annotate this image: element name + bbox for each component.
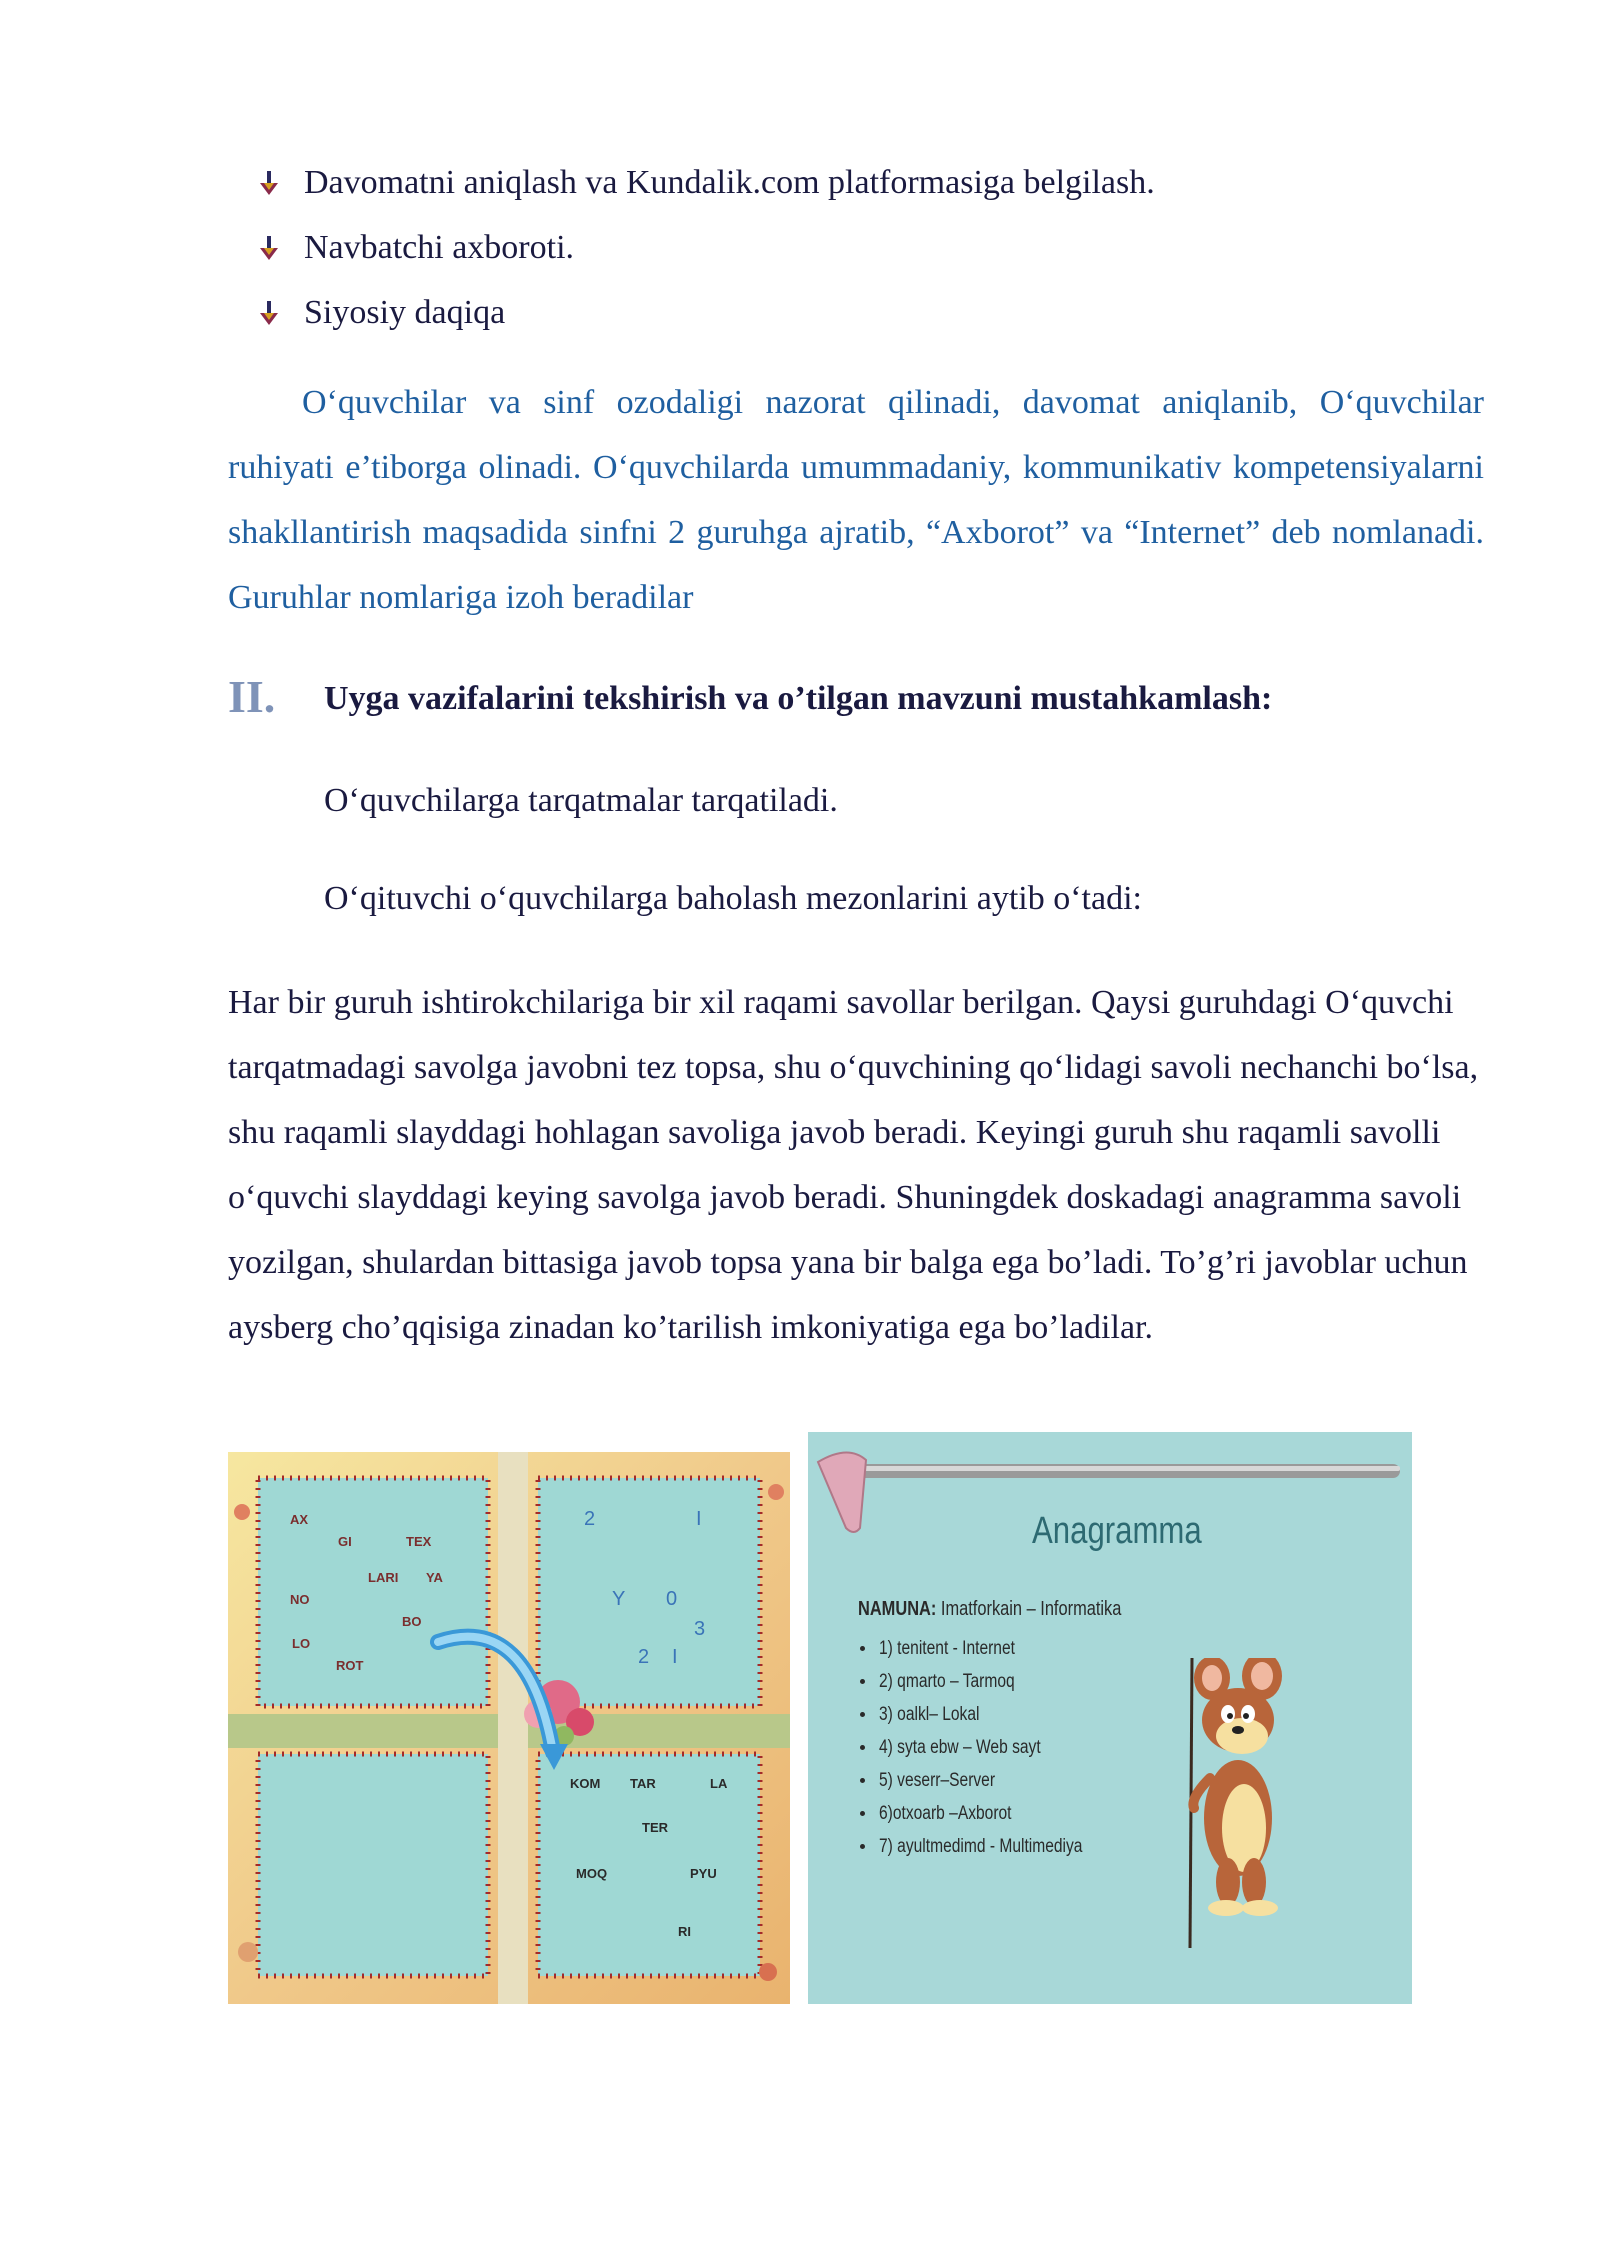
puzzle-board-illustration <box>228 1452 790 2004</box>
bullet-text: Navbatchi axboroti. <box>304 228 575 266</box>
puzzle-label: LARI <box>368 1570 399 1585</box>
puzzle-label: MOQ <box>576 1866 608 1881</box>
section-title: Uyga vazifalarini tekshirish va o’tilgan mavzuni mustahkamlash: <box>324 680 1273 717</box>
criteria-line: O‘qituvchi o‘quvchilarga baholash mezonlarini aytib o‘tadi: <box>324 880 1142 917</box>
sample-line <box>858 1598 1121 1621</box>
list-item <box>258 150 1155 215</box>
anagram-slide-image <box>808 1432 1412 2004</box>
puzzle-label: Y <box>612 1588 626 1610</box>
puzzle-label: KOM <box>570 1776 601 1791</box>
anagram-item: 2) qmarto – Tarmoq <box>879 1670 1015 1692</box>
anagram-item: 1) tenitent - Internet <box>879 1637 1015 1659</box>
puzzle-label: NO <box>290 1592 310 1607</box>
intro-paragraph: O‘quvchilar va sinf ozodaligi nazorat qilinadi, davomat aniqlanib, O‘quvchilar ruhiyati e’tiborga olinadi. O‘quvchilarda umummadaniy, kommunikativ kompetensiyalarni shakllantirish maqsadida sinfni 2 guruhga ajratib, “Axborot” va “Internet” deb nomlanadi. Guruhlar nomlariga izoh beradilar <box>228 384 1484 616</box>
list-item <box>258 280 1155 345</box>
puzzle-label: 0 <box>666 1588 678 1610</box>
list-item <box>860 1665 1127 1698</box>
anagram-item: 3) oalkl– Lokal <box>879 1703 980 1725</box>
puzzle-label: LO <box>292 1636 311 1651</box>
arrow-down-bullet-icon <box>258 235 280 261</box>
section-number: II. <box>228 671 276 722</box>
list-item <box>860 1830 1127 1863</box>
puzzle-label: 3 <box>694 1618 706 1640</box>
intro-bullet-list <box>258 150 1155 345</box>
puzzle-label: ROT <box>336 1658 364 1673</box>
cartoon-mouse-illustration <box>1180 1658 1300 1948</box>
puzzle-label: AX <box>290 1512 309 1527</box>
list-item <box>860 1632 1127 1665</box>
puzzle-label: 2 <box>584 1508 596 1530</box>
anagram-item: 7) ayultmedimd - Multimediya <box>879 1835 1083 1857</box>
puzzle-label: LA <box>710 1776 728 1791</box>
list-item <box>860 1731 1127 1764</box>
handout-line: O‘quvchilarga tarqatmalar tarqatiladi. <box>324 782 838 819</box>
puzzle-label: I <box>696 1508 702 1530</box>
anagram-item: 4) syta ebw – Web sayt <box>879 1736 1041 1758</box>
anagram-item: 6)otxoarb –Axborot <box>879 1802 1012 1824</box>
puzzle-label: GI <box>338 1534 352 1549</box>
puzzle-label: BO <box>402 1614 422 1629</box>
anagram-list <box>860 1632 1127 1863</box>
puzzle-label: YA <box>426 1570 443 1585</box>
puzzle-label: TER <box>642 1820 668 1835</box>
anagram-item: 5) veserr–Server <box>879 1769 996 1791</box>
list-item <box>860 1698 1127 1731</box>
list-item <box>860 1797 1127 1830</box>
bullet-text: Siyosiy daqiqa <box>304 293 506 331</box>
list-item <box>258 215 1155 280</box>
body-paragraph: Har bir guruh ishtirokchilariga bir xil raqami savollar berilgan. Qaysi guruhdagi O‘quvchi tarqatmadagi savolga javobni tez topsa, shu o‘quvchining qo‘lidagi savoli nechanchi bo‘lsa, shu raqamli slayddagi hohlagan savoliga javob beradi. Keyingi guruh shu raqamli savolli o‘quvchi slayddagi keying savolga javob beradi. Shuningdek doskadagi anagramma savoli yozilgan, shulardan bittasiga javob topsa yana bir balga ega bo’ladi. To’g’ri javoblar uchun aysberg cho’qqisiga zinadan ko’tarilish imkoniyatiga ega bo’ladilar. <box>228 984 1479 1346</box>
list-item <box>860 1764 1127 1797</box>
slide-title: Anagramma <box>1032 1510 1202 1552</box>
puzzle-label: TAR <box>630 1776 656 1791</box>
puzzle-slide-image <box>228 1452 790 2004</box>
bullet-text: Davomatni aniqlash va Kundalik.com platformasiga belgilash. <box>304 163 1155 201</box>
sample-text: Imatforkain – Informatika <box>936 1598 1122 1620</box>
puzzle-label: 2 <box>638 1646 650 1668</box>
sample-label: NAMUNA: <box>858 1598 937 1620</box>
puzzle-label: PYU <box>690 1866 717 1881</box>
puzzle-label: I <box>672 1646 678 1668</box>
puzzle-label: RI <box>678 1924 691 1939</box>
arrow-down-bullet-icon <box>258 300 280 326</box>
puzzle-label: TEX <box>406 1534 432 1549</box>
arrow-down-bullet-icon <box>258 170 280 196</box>
